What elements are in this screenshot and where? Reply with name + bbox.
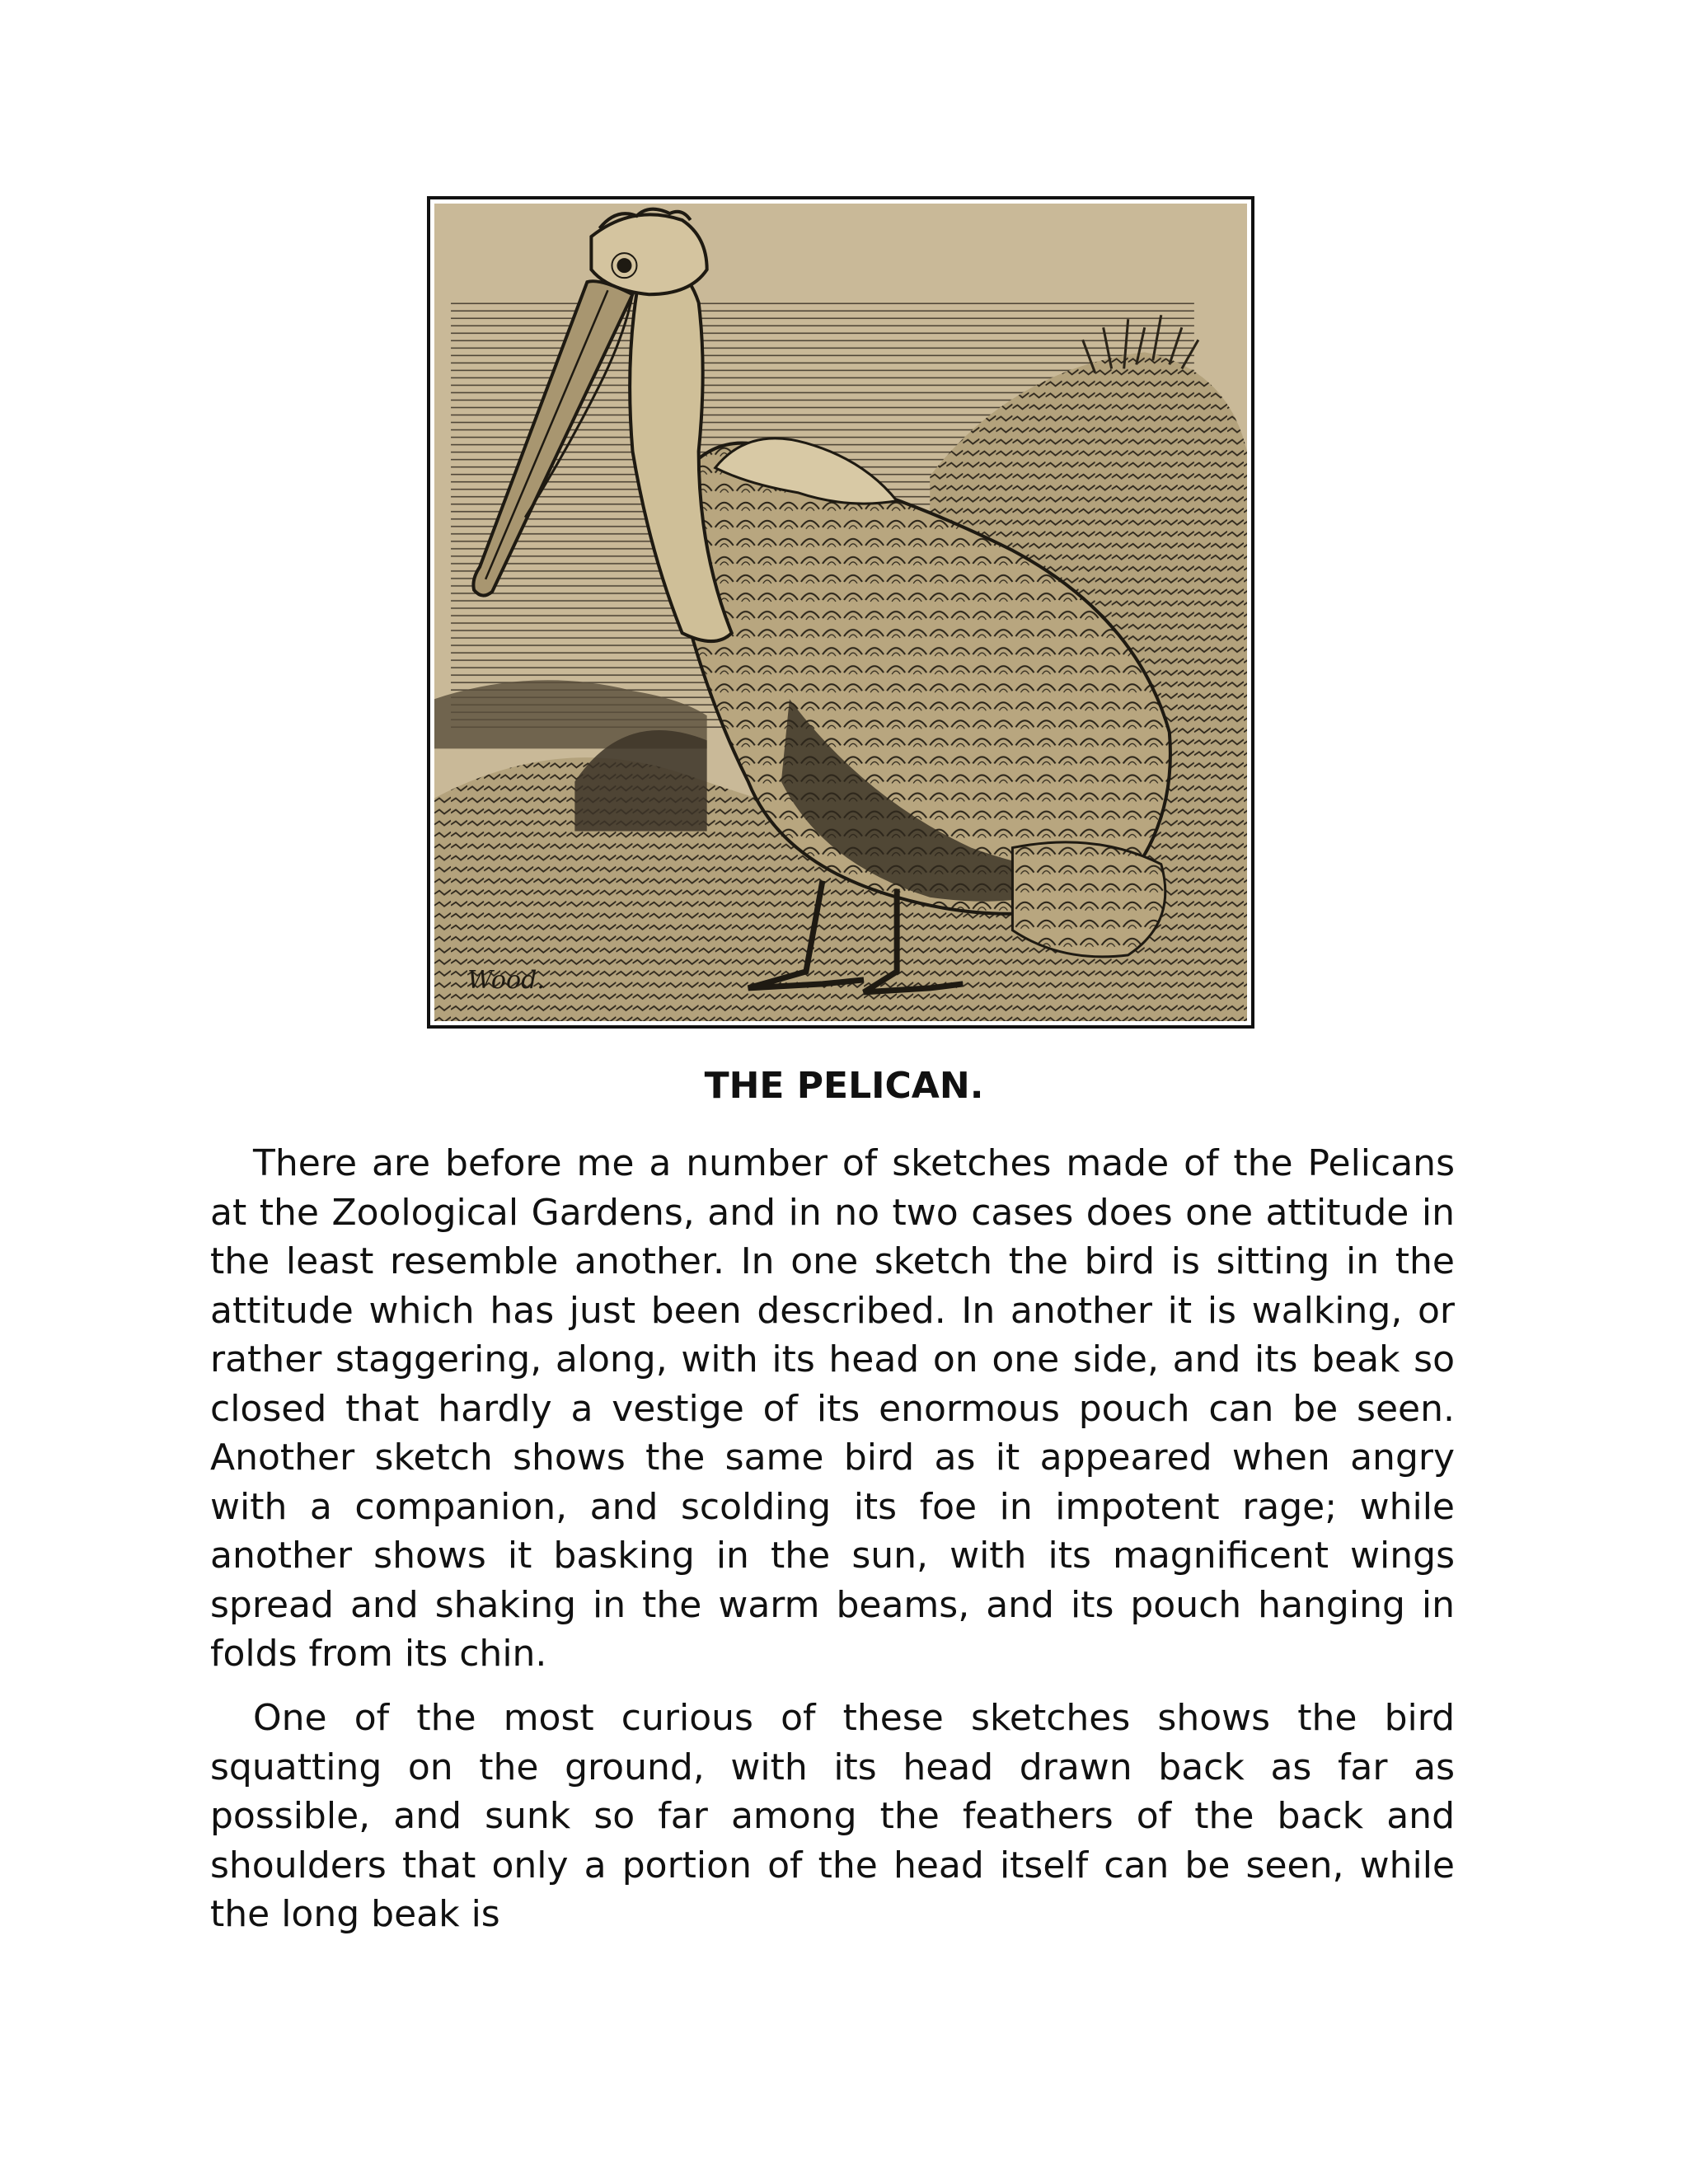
pelican-eye: [617, 258, 631, 273]
pelican-illustration-frame: [427, 196, 1254, 1029]
pelican-engraving-image: [434, 204, 1247, 1021]
pelican-engraving: [434, 204, 1247, 1021]
figure-caption: THE PELICAN.: [704, 1065, 984, 1107]
pelican-tail: [1012, 842, 1165, 957]
engraver-signature: Wood.: [467, 965, 545, 995]
pelican-head: [591, 214, 706, 294]
body-paragraph: There are before me a number of sketches made of the Pelicans at the Zoological Gardens, and in no two cases does one attitude in the least resemble another. In one sketch the bird is sitting in the attitude which has just been described. In another it is walking, or rather staggering, along, with its head on one side, and its beak so closed that hardly a vestige of its enormous pouch can be seen. Another sketch shows the same bird as it appeared when angry with a companion, and scolding its foe in impotent rage; while another shows it basking in the sun, with its magnificent wings spread and shaking in the warm beams, and its pouch hanging in folds from its chin.: [210, 1142, 1455, 1675]
body-paragraph: One of the most curious of these sketches shows the bird squatting on the ground, with its head drawn back as far as possible, and sunk so far among the feathers of the back and shoulders that only a portion of the head itself can be seen, while the long beak is: [210, 1697, 1455, 1935]
